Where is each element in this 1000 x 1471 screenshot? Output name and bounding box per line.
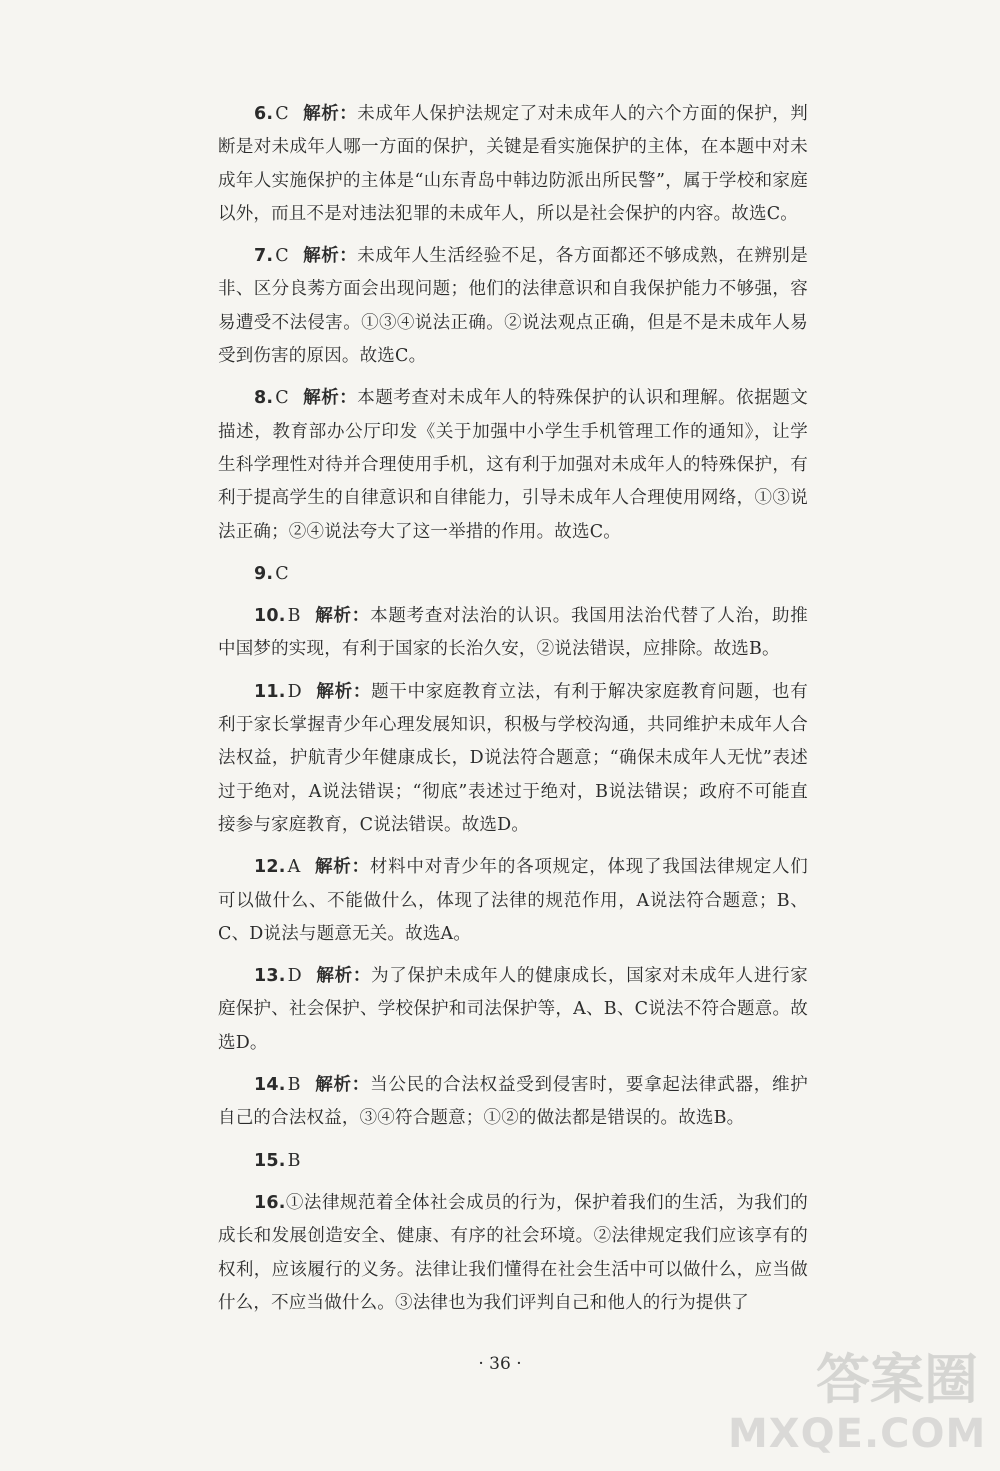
answer-list <box>218 98 808 1329</box>
answer-item-13: 13. D 解析：为了保护未成年人的健康成长，国家对未成年人进行家庭保护、社会保护、学校保护和司法保护等，A、B、C说法不符合题意。故选D。 <box>218 966 808 1053</box>
answer-item-6: 6. C 解析：未成年人保护法规定了对未成年人的六个方面的保护，判断是对未成年人哪一方面的保护，关键是看实施保护的主体，在本题中对未成年人实施保护的主体是“山东青岛中韩边防派出所民警”，属于学校和家庭以外，而且不是对违法犯罪的未成年人，所以是社会保护的内容。故选C。 <box>218 104 808 224</box>
answer-item-14: 14. B 解析：当公民的合法权益受到侵害时，要拿起法律武器，维护自己的合法权益，③④符合题意；①②的做法都是错误的。故选B。 <box>218 1075 808 1129</box>
answer-item-15: 15. B <box>254 1150 301 1171</box>
watermark-en: MXQE.COM <box>728 1411 987 1457</box>
answer-item-11: 11. D 解析：题干中家庭教育立法，有利于解决家庭教育问题，也有利于家长掌握青少年心理发展知识，积极与学校沟通，共同维护未成年人合法权益，护航青少年健康成长，D说法符合题意；“确保未成年人无忧”表述过于绝对，A说法错误；“彻底”表述过于绝对，B说法错误；政府不可能直接参与家庭教育，C说法错误。故选D。 <box>218 681 808 835</box>
answer-item-12: 12. A 解析：材料中对青少年的各项规定，体现了我国法律规定人们可以做什么、不能做什么，体现了法律的规范作用，A说法符合题意；B、C、D说法与题意无关。故选A。 <box>218 857 808 944</box>
answer-item-9: 9. C <box>254 563 289 584</box>
answer-item-7: 7. C 解析：未成年人生活经验不足，各方面都还不够成熟，在辨别是非、区分良莠方面会出现问题；他们的法律意识和自我保护能力不够强，容易遭受不法侵害。①③④说法正确。②说法观点正确，但是不是未成年人易受到伤害的原因。故选C。 <box>218 246 808 367</box>
page-number: · 36 · <box>478 1354 522 1374</box>
answer-item-16: 16.①法律规范着全体社会成员的行为，保护着我们的生活，为我们的成长和发展创造安全、健康、有序的社会环境。②法律规定我们应该享有的权利，应该履行的义务。法律让我们懂得在社会生活中可以做什么，应当做什么，不应当做什么。③法律也为我们评判自己和他人的行为提供了 <box>218 1192 808 1313</box>
answer-item-8: 8. C 解析：本题考查对未成年人的特殊保护的认识和理解。依据题文描述，教育部办公厅印发《关于加强中小学生手机管理工作的通知》，让学生科学理性对待并合理使用手机，这有利于加强对未成年人的特殊保护，有利于提高学生的自律意识和自律能力，引导未成年人合理使用网络，①③说法正确；②④说法夸大了这一举措的作用。故选C。 <box>218 388 808 542</box>
watermark-cn: 答案圈 <box>816 1348 978 1411</box>
watermark-logo <box>728 1337 987 1457</box>
answer-item-10: 10. B 解析：本题考查对法治的认识。我国用法治代替了人治，助推中国梦的实现，有利于国家的长治久安，②说法错误，应排除。故选B。 <box>218 606 808 660</box>
